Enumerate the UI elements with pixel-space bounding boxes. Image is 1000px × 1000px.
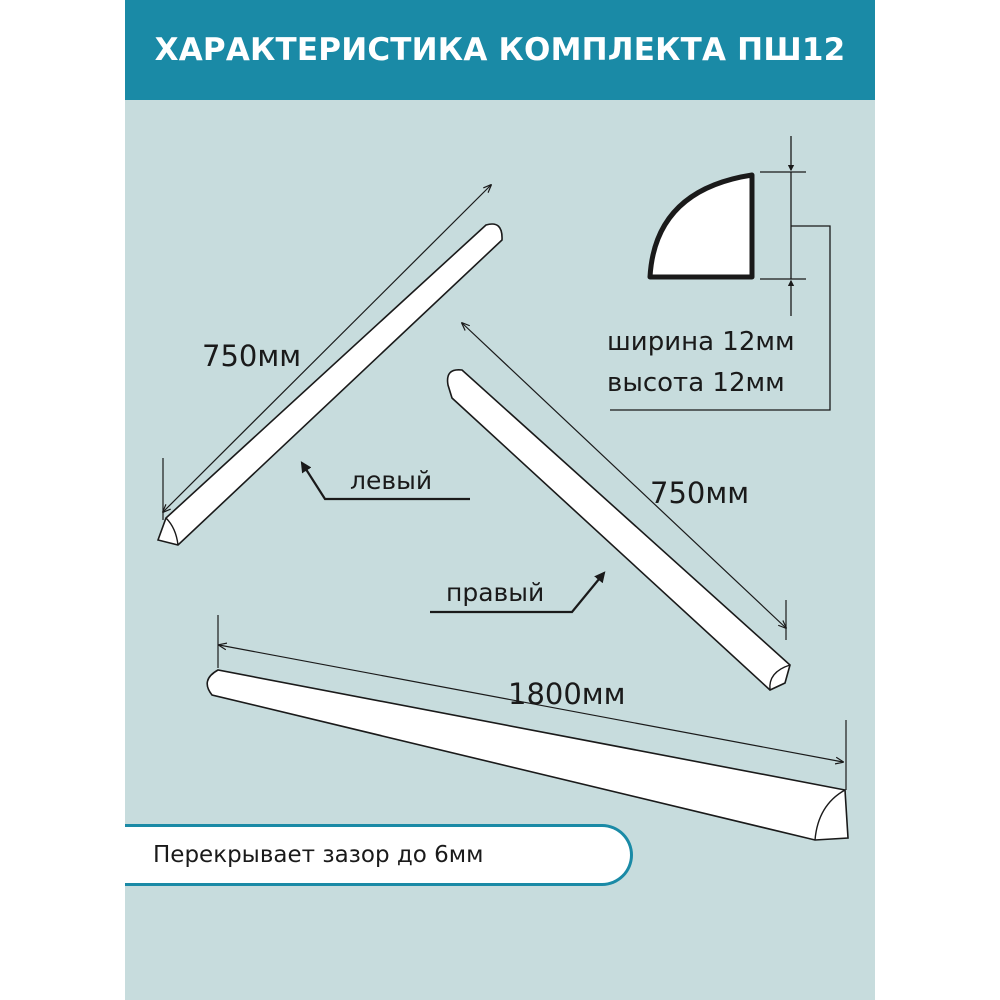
footer-text: Перекрывает зазор до 6мм	[153, 842, 484, 868]
page-title: ХАРАКТЕРИСТИКА КОМПЛЕКТА ПШ12	[154, 32, 846, 68]
left-length-label: 750мм	[202, 339, 302, 373]
width-label: ширина 12мм	[607, 327, 795, 357]
footer-callout	[125, 824, 633, 886]
height-label: высота 12мм	[607, 368, 785, 398]
right-length-label: 750мм	[650, 476, 750, 510]
right-strip	[448, 370, 790, 690]
bottom-length-label: 1800мм	[508, 677, 626, 711]
left-piece-label: левый	[350, 466, 433, 495]
right-piece-label: правый	[446, 578, 545, 607]
